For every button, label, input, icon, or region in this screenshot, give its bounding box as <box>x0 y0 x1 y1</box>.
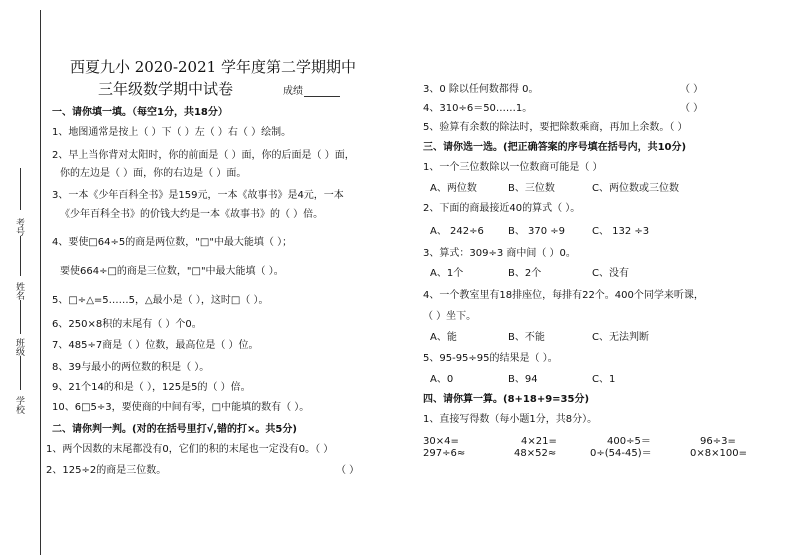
judge-4: 4、310÷6＝50……1。 <box>423 103 533 114</box>
question-3-line2: 《少年百科全书》的价钱大约是一本《故事书》的（ ）倍。 <box>60 209 324 220</box>
section-judge-heading: 二、请你判一判。(对的在括号里打√,错的打×。共5分) <box>52 424 297 435</box>
section-choice-heading: 三、请你选一选。(把正确答案的序号填在括号内，共10分) <box>423 142 687 153</box>
judge-2-paren: （ ） <box>336 465 360 476</box>
score-label: 成绩 <box>283 86 303 97</box>
judge-3-paren: （ ） <box>680 84 704 95</box>
judge-2: 2、125÷2的商是三位数。 <box>46 465 167 476</box>
question-3-line1: 3、一本《少年百科全书》是159元，一本《故事书》是4元，一本 <box>52 190 344 201</box>
calc-row2-item3: 0÷(54-45)＝ <box>590 448 652 459</box>
choice-4-option-a: A、能 <box>430 332 457 343</box>
calc-row2-item2: 48×52≈ <box>514 448 557 459</box>
margin-xingming: 姓名 <box>14 282 24 300</box>
calc-row2-item1: 297÷6≈ <box>423 448 466 459</box>
calc-row1-item1: 30×4= <box>423 436 459 447</box>
margin-kaohao: 考号 <box>14 218 24 236</box>
judge-3: 3、0 除以任何数都得 0。 <box>423 84 539 95</box>
judge-4-paren: （ ） <box>680 103 704 114</box>
choice-3-option-c: C、没有 <box>592 268 629 279</box>
choice-5-option-c: C、1 <box>592 374 616 385</box>
question-2-line2: 你的左边是（ ）面，你的右边是（ ）面。 <box>60 168 247 179</box>
question-8: 8、39与最小的两位数的积是（ ）。 <box>52 362 210 373</box>
question-2-line1: 2、早上当你背对太阳时，你的前面是（ ）面，你的后面是（ ）面， <box>52 150 355 161</box>
choice-2-option-c: C、 132 ÷3 <box>592 226 650 237</box>
margin-banji: 班级 <box>14 338 24 356</box>
question-7: 7、485÷7商是（ ）位数，最高位是（ ）位。 <box>52 340 259 351</box>
choice-2-option-b: B、 370 ÷9 <box>508 226 566 237</box>
banji-blank[interactable] <box>20 300 21 334</box>
choice-4-line2: （ ）坐下。 <box>423 311 477 322</box>
exam-title-line1: 西夏九小 2020-2021 学年度第二学期期中 <box>70 58 356 76</box>
xingming-blank[interactable] <box>20 236 21 276</box>
question-9: 9、21个14的和是（ ），125是5的（ ）倍。 <box>52 382 251 393</box>
margin-xuexiao: 学校 <box>14 396 24 414</box>
question-6: 6、250×8积的末尾有（ ）个0。 <box>52 319 202 330</box>
choice-4-option-c: C、无法判断 <box>592 332 649 343</box>
choice-2-option-a: A、 242÷6 <box>430 226 484 237</box>
section-calc-heading: 四、请你算一算。(8+18+9=35分) <box>423 394 590 405</box>
question-10: 10、6□5÷3，要使商的中间有零，□中能填的数有（ ）。 <box>52 402 310 413</box>
choice-1-option-c: C、两位数或三位数 <box>592 183 679 194</box>
xuexiao-blank[interactable] <box>20 356 21 390</box>
choice-3-option-a: A、1个 <box>430 268 464 279</box>
exam-title-line2: 三年级数学期中试卷 <box>98 80 234 98</box>
calc-row1-item2: 4×21= <box>521 436 557 447</box>
score-blank[interactable] <box>304 96 340 97</box>
choice-3-option-b: B、2个 <box>508 268 542 279</box>
calc-row2-item4: 0×8×100= <box>690 448 747 459</box>
judge-1: 1、两个因数的末尾都没有0，它们的积的末尾也一定没有0。（ ） <box>46 444 334 455</box>
choice-1: 1、一个三位数除以一位数商可能是（ ） <box>423 162 603 173</box>
question-4-line2: 要使664÷□的商是三位数，"□"中最大能填（ ）。 <box>60 266 284 277</box>
calc-row1-item3: 400÷5＝ <box>607 436 651 447</box>
question-1: 1、地图通常是按上（ ）下（ ）左（ ）右（ ）绘制。 <box>52 127 292 138</box>
choice-4-option-b: B、不能 <box>508 332 545 343</box>
calc-row1-item4: 96÷3= <box>700 436 736 447</box>
binding-line <box>40 10 41 555</box>
choice-1-option-b: B、三位数 <box>508 183 555 194</box>
choice-3: 3、算式：309÷3 商中间（ ）0。 <box>423 248 576 259</box>
choice-4-line1: 4、一个教室里有18排座位，每排有22个。400个同学来听课， <box>423 290 704 301</box>
calc-instruction: 1、直接写得数（每小题1分，共8分）。 <box>423 414 598 425</box>
question-5: 5、□÷△=5……5，△最小是（ ），这时□（ ）。 <box>52 295 269 306</box>
choice-5: 5、95-95÷95的结果是（ ）。 <box>423 353 558 364</box>
choice-5-option-b: B、94 <box>508 374 538 385</box>
kaohao-blank[interactable] <box>20 168 21 210</box>
question-4-line1: 4、要使□64÷5的商是两位数，"□"中最大能填（ ）； <box>52 237 293 248</box>
section-fill-heading: 一、请你填一填。（每空1分，共18分） <box>52 107 228 118</box>
judge-5: 5、验算有余数的除法时，要把除数乘商，再加上余数。（ ） <box>423 122 688 133</box>
choice-1-option-a: A、两位数 <box>430 183 477 194</box>
choice-5-option-a: A、0 <box>430 374 454 385</box>
choice-2: 2、下面的商最接近40的算式（ ）。 <box>423 203 581 214</box>
